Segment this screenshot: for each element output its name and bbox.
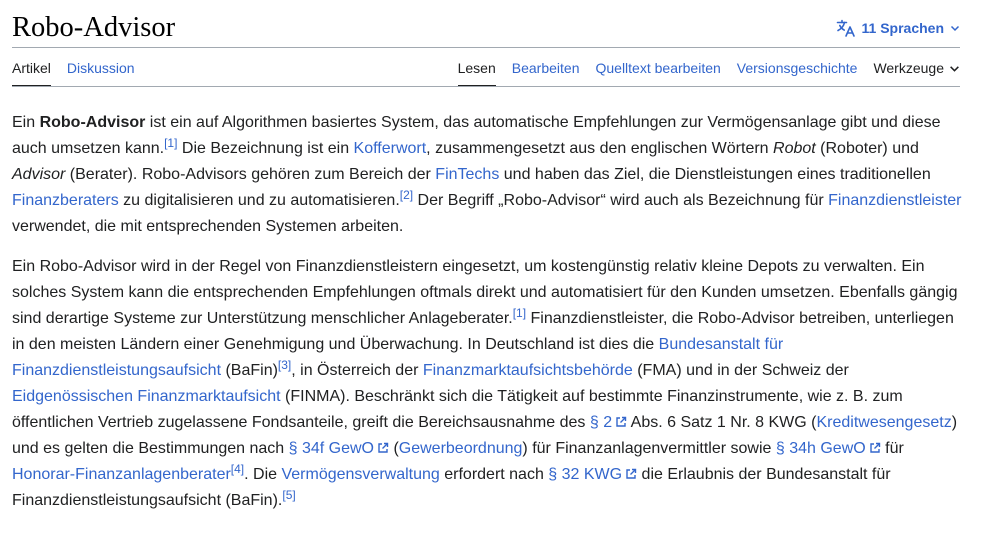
tab-bearbeiten[interactable]: Bearbeiten — [511, 60, 580, 76]
text: erfordert nach — [439, 466, 549, 483]
link-honorar-finanzanlagenberater[interactable]: Honorar-Finanzanlagenberater — [12, 466, 231, 483]
text: , zusammengesetzt aus den englischen Wörtern — [426, 140, 774, 157]
translate-icon — [836, 18, 856, 38]
chevron-down-icon — [950, 23, 960, 33]
italic-robot: Robot — [773, 140, 816, 157]
text: (FINMA). Beschränkt sich die Tätigkeit auf bestimmte Finanzinstrumente, wie z. B. zum öffentlichen Vertrieb zugelassene Fondsanteile, greift die Bereichsausnahme des — [12, 388, 903, 431]
tab-diskussion[interactable]: Diskussion — [66, 60, 135, 76]
article-body — [12, 110, 962, 528]
link-kreditwesengesetz[interactable]: Kreditwesengesetz — [816, 414, 952, 431]
text: ist ein auf Algorithmen basiertes System, das automatische Empfehlungen zur Vermögensanlage gibt und diese auch umsetzen kann. — [12, 114, 941, 157]
text: die Erlaubnis der Bundesanstalt für Finanzdienstleistungsaufsicht (BaFin). — [12, 466, 891, 509]
tab-lesen[interactable]: Lesen — [458, 52, 496, 86]
reference-2[interactable]: [2] — [399, 188, 414, 202]
text: (Roboter) und — [815, 140, 919, 157]
title-divider — [12, 47, 960, 48]
link-text: § 34f GewO — [288, 440, 374, 457]
chevron-down-icon — [949, 63, 960, 74]
text: ( — [389, 440, 399, 457]
link-finanzdienstleister[interactable]: Finanzdienstleister — [828, 192, 962, 209]
text: ) und es gelten die Bestimmungen nach — [12, 414, 958, 457]
italic-advisor: Advisor — [12, 166, 66, 183]
text: verwendet, die mit entsprechenden Systemen arbeiten. — [12, 218, 404, 235]
link-34h-gewo[interactable] — [776, 440, 881, 457]
text: Abs. 6 Satz 1 Nr. 8 KWG ( — [627, 414, 817, 431]
tab-artikel[interactable]: Artikel — [12, 52, 51, 86]
link-32-kwg[interactable] — [548, 466, 637, 483]
link-text: § 2 — [589, 414, 613, 431]
text: Ein — [12, 114, 40, 131]
link-34f-gewo[interactable] — [289, 440, 389, 457]
text: (Berater). Robo-Advisors gehören zum Bereich der — [65, 166, 436, 183]
reference-5[interactable]: [5] — [282, 488, 296, 502]
text: (FMA) und in der Schweiz der — [632, 362, 849, 379]
link-fma[interactable]: Finanzmarktaufsichtsbehörde — [422, 362, 633, 379]
tabs-divider — [12, 86, 960, 87]
paragraph-2 — [12, 254, 962, 514]
reference-1[interactable]: [1] — [164, 136, 178, 150]
reference-4[interactable]: [4] — [230, 462, 245, 476]
link-finma[interactable]: Eidgenössischen Finanzmarktaufsicht — [12, 388, 281, 405]
link-section-2[interactable] — [590, 414, 627, 431]
text: Die Bezeichnung ist ein — [177, 140, 354, 157]
external-link-icon — [615, 416, 627, 428]
text: Ein Robo-Advisor wird in der Regel von Finanzdienstleistern eingesetzt, um kostengünstig relativ kleine Depots zu verwalten. Ein solches System kann die entsprechenden Empfehlungen oftmals direkt und automatisiert für den Kunden umsetzen. Ebenfalls gängig sind derartige Systeme zur Unterstützung menschlicher Anlageberater. — [12, 258, 958, 327]
external-link-icon — [377, 442, 389, 454]
link-gewerbeordnung[interactable]: Gewerbeordnung — [398, 440, 523, 457]
bold-term: Robo-Advisor — [39, 114, 146, 131]
link-finanzberaters[interactable]: Finanzberaters — [12, 192, 119, 209]
link-kofferwort[interactable]: Kofferwort — [353, 140, 427, 157]
link-bafin[interactable]: Bundesanstalt für Finanzdienstleistungsaufsicht — [12, 336, 784, 379]
external-link-icon — [625, 468, 637, 480]
text: und haben das Ziel, die Dienstleistungen eines traditionellen — [499, 166, 931, 183]
tab-quelltext-bearbeiten[interactable]: Quelltext bearbeiten — [595, 60, 721, 76]
link-text: § 32 KWG — [548, 466, 623, 483]
text: , in Österreich der — [291, 362, 423, 379]
text: Der Begriff „Robo-Advisor“ wird auch als Bezeichnung für — [413, 192, 829, 209]
paragraph-1 — [12, 110, 962, 240]
text: für — [880, 440, 904, 457]
text: ) für Finanzanlagenvermittler sowie — [522, 440, 776, 457]
language-count: 11 Sprachen — [861, 20, 944, 36]
tools-menu[interactable] — [873, 52, 960, 86]
text: . Die — [244, 466, 282, 483]
reference-3[interactable]: [3] — [277, 358, 292, 372]
link-vermoegensverwaltung[interactable]: Vermögensverwaltung — [281, 466, 440, 483]
external-link-icon — [869, 442, 881, 454]
tools-label: Werkzeuge — [873, 60, 944, 76]
link-text: § 34h GewO — [775, 440, 866, 457]
text: Finanzdienstleister, die Robo-Advisor betreiben, unterliegen in den meisten Ländern einer Genehmigung und Überwachung. In Deutschland ist dies die — [12, 310, 954, 353]
page-tabs — [12, 52, 960, 86]
reference-1[interactable]: [1] — [512, 306, 527, 320]
tab-versionsgeschichte[interactable]: Versionsgeschichte — [736, 60, 858, 76]
text: (BaFin) — [221, 362, 278, 379]
language-selector[interactable] — [836, 18, 961, 38]
link-fintechs[interactable]: FinTechs — [435, 166, 500, 183]
text: zu digitalisieren und zu automatisieren. — [118, 192, 400, 209]
page-title: Robo-Advisor — [12, 12, 176, 43]
